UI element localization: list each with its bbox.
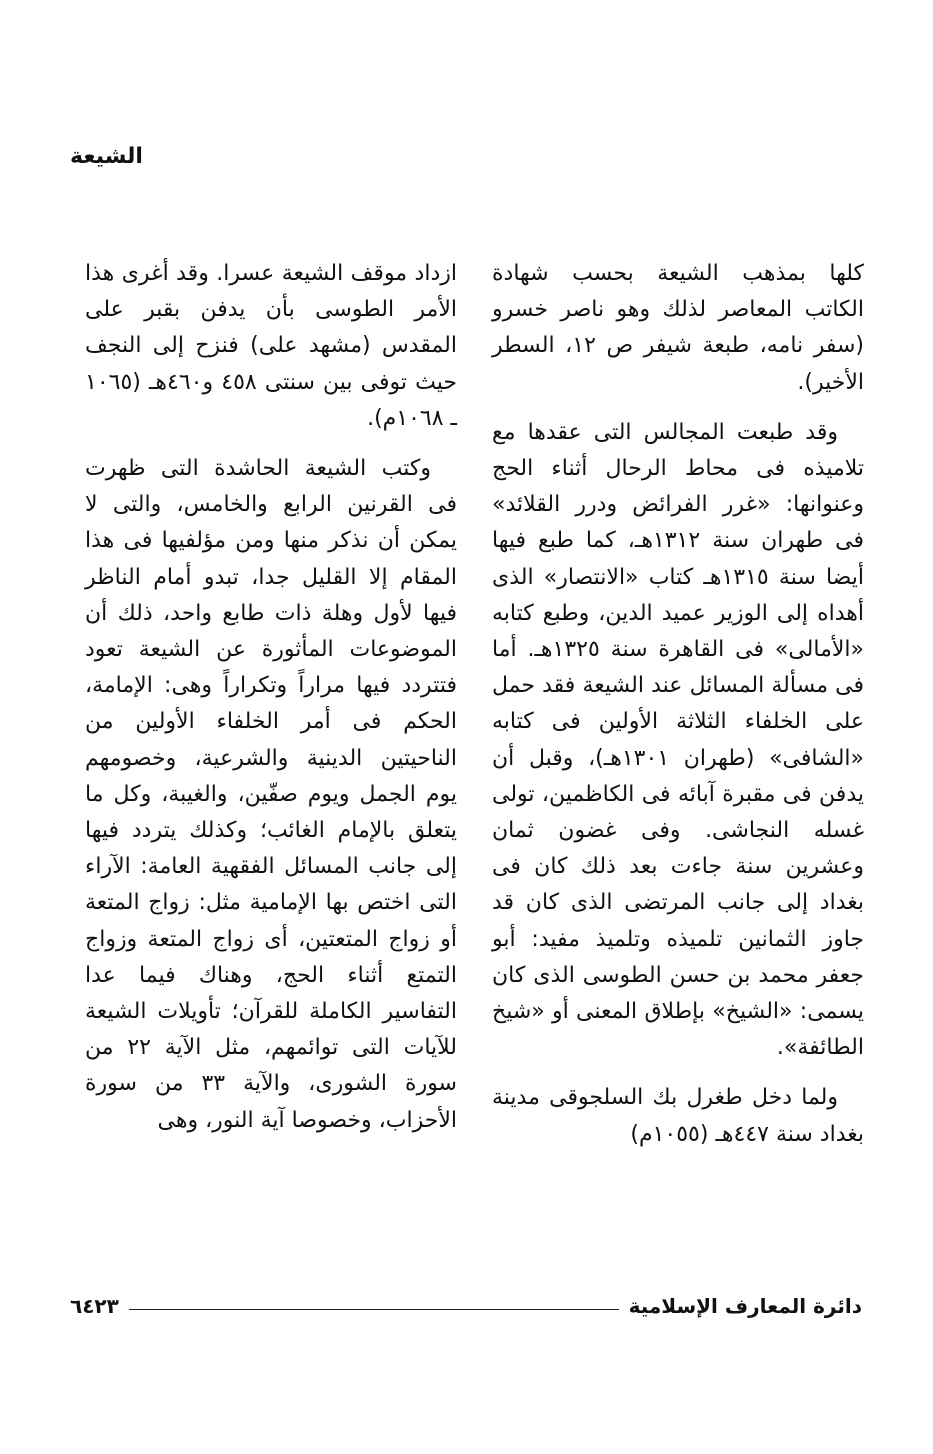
page-footer <box>70 1291 862 1321</box>
encyclopedia-name: دائرة المعارف الإسلامية <box>628 1294 862 1318</box>
paragraph: ولما دخل طغرل بك السلجوقى مدينة بغداد سنة ٤٤٧هـ (١٠٥٥م) <box>492 1085 864 1147</box>
footer-rule <box>129 1309 619 1310</box>
page-number: ٦٤٢٣ <box>70 1294 119 1318</box>
paragraph: كلها بمذهب الشيعة بحسب شهادة الكاتب المعاصر لذلك وهو ناصر خسرو (سفر نامه، طبعة شيفر ص ١٢، السطر الأخير). <box>492 261 864 395</box>
text-column-right <box>492 256 864 1167</box>
paragraph: ازداد موقف الشيعة عسرا. وقد أغرى هذا الأمر الطوسى بأن يدفن بقبر على المقدس (مشهد على) فنزح إلى النجف حيث توفى بين سنتى ٤٥٨ و٤٦٠هـ (١٠٦٥ ـ ١٠٦٨م). <box>85 261 458 431</box>
text-column-left <box>85 256 457 1153</box>
paragraph: وكتب الشيعة الحاشدة التى ظهرت فى القرنين الرابع والخامس، والتى لا يمكن أن نذكر منها ومن مؤلفيها فى هذا المقام إلا القليل جدا، تبدو أمام الناظر فيها لأول وهلة ذات طابع واحد، ذلك أن الموضوعات المأثورة عن الشيعة تعود فتتردد فيها مراراً وتكراراً وهى: الإمامة، الحكم فى أمر الخلفاء الأولين من الناحيتين الدينية والشرعية، وخصومهم يوم الجمل ويوم صفّين، والغيبة، وكل ما يتعلق بالإمام الغائب؛ وكذلك يتردد فيها إلى جانب المسائل الفقهية العامة: الآراء التى اختص بها الإمامية مثل: زواج المتعة أو زواج المتعتين، أى زواج المتعة وزواج التمتع أثناء الحج، وهناك فيما عدا التفاسير الكاملة للقرآن؛ تأويلات الشيعة للآيات التى توائمهم، مثل الآية ٢٢ من سورة الشورى، والآية ٣٣ من سورة الأحزاب، وخصوصا آية النور، وهى <box>85 456 457 1133</box>
paragraph: وقد طبعت المجالس التى عقدها مع تلاميذه فى محاط الرحال أثناء الحج وعنوانها: «غرر الفرائض ودرر القلائد» فى طهران سنة ١٣١٢هـ، كما طبع فيها أيضا سنة ١٣١٥هـ كتاب «الانتصار» الذى أهداه إلى الوزير عميد الدين، وطبع كتابه «الأمالى» فى القاهرة سنة ١٣٢٥هـ. أما فى مسألة المسائل عند الشيعة فقد حمل على الخلفاء الثلاثة الأولين فى كتابه «الشافى» (طهران ١٣٠١هـ)، وقبل أن يدفن فى مقبرة آبائه فى الكاظمين، تولى غسله النجاشى. وفى غضون ثمان وعشرين سنة جاءت بعد ذلك كان فى بغداد إلى جانب المرتضى الذى كان قد جاوز الثمانين تلميذه وتلميذ مفيد: أبو جعفر محمد بن حسن الطوسى الذى كان يسمى: «الشيخ» بإطلاق المعنى أو «شيخ الطائفة». <box>492 419 864 1061</box>
running-title: الشيعة <box>70 144 143 169</box>
